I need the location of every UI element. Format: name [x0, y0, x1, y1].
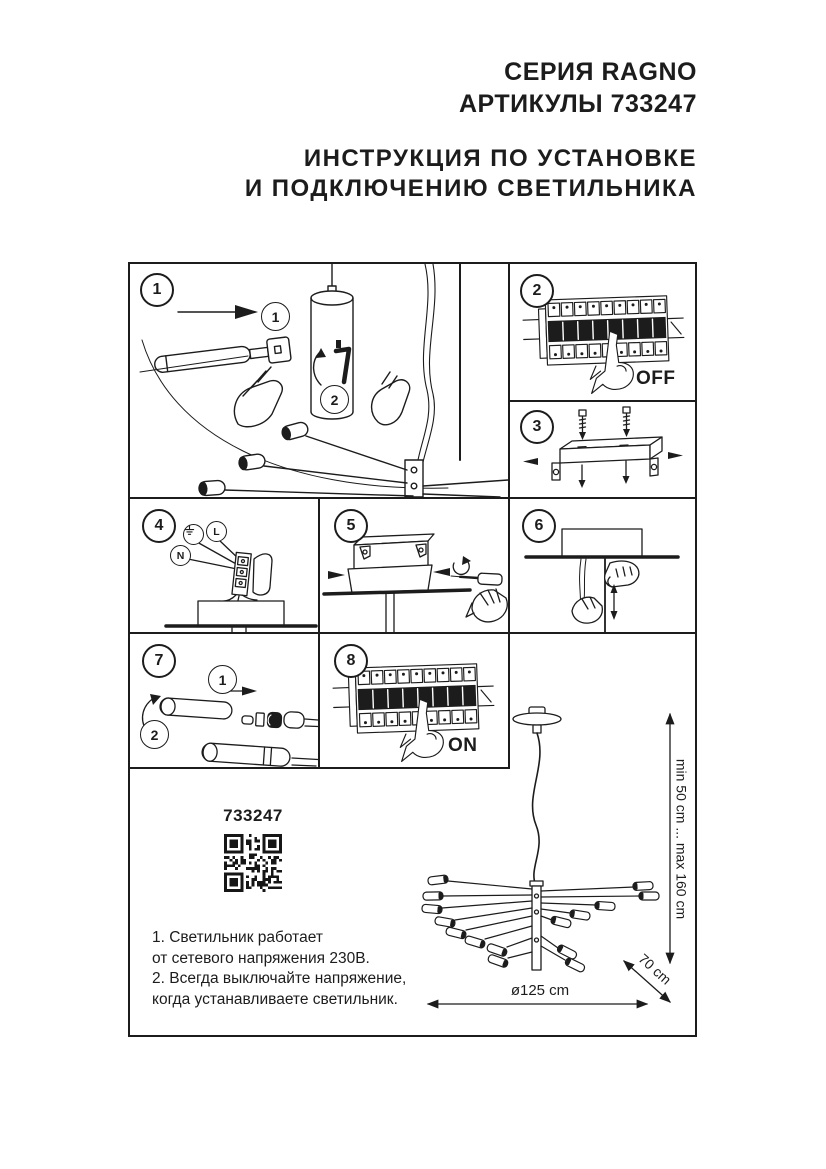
- panel-number-badge: 1: [140, 273, 174, 307]
- title-line-1: ИНСТРУКЦИЯ ПО УСТАНОВКЕ: [303, 145, 697, 172]
- panel-step-5: [320, 499, 508, 632]
- series-name: СЕРИЯ RAGNO: [504, 58, 697, 86]
- warnings-block: [152, 928, 406, 1010]
- breaker-on-label: ON: [448, 735, 478, 756]
- earth-icon: [183, 524, 204, 545]
- step-circle: 2: [320, 385, 349, 414]
- warning-line: 1. Светильник работает: [152, 929, 323, 946]
- page-title: [245, 144, 697, 204]
- panel-step-7: [130, 634, 318, 767]
- warning-line: 2. Всегда выключайте напряжение,: [152, 970, 407, 988]
- step-circle: 2: [140, 720, 169, 749]
- panel-step-1: [130, 264, 508, 497]
- panel-number-badge: 7: [142, 644, 176, 678]
- panel-step-3: [510, 402, 695, 497]
- step-circle: 1: [208, 665, 237, 694]
- panel-number-badge: 8: [334, 644, 368, 678]
- panel1-drawing: [130, 264, 508, 497]
- wire-label-l: L: [206, 521, 227, 542]
- panel-number-badge: 3: [520, 410, 554, 444]
- article-line: АРТИКУЛЫ 733247: [458, 90, 697, 118]
- warning-line: когда устанавливаете светильник.: [152, 990, 398, 1008]
- panel-number-badge: 2: [520, 274, 554, 308]
- qr-code: [224, 834, 282, 892]
- panel-step-2: [510, 264, 695, 400]
- depth-label: 70 cm: [635, 950, 675, 988]
- panel-step-4: [130, 499, 318, 632]
- step-circle: 1: [261, 302, 290, 331]
- title-line-2: И ПОДКЛЮЧЕНИЮ СВЕТИЛЬНИКА: [244, 175, 697, 202]
- diameter-label: ø125 cm: [510, 982, 570, 999]
- warning-line: от сетевого напряжения 230В.: [152, 949, 370, 967]
- panel-number-badge: 5: [334, 509, 368, 543]
- article-number: 733247: [223, 806, 283, 825]
- header-series-block: [459, 56, 697, 120]
- height-range-label: min 50 cm ... max 160 cm: [673, 758, 690, 920]
- breaker-off-label: OFF: [636, 368, 676, 389]
- panel-number-badge: 6: [522, 509, 556, 543]
- panel-step-6: [510, 499, 695, 632]
- panel-number-badge: 4: [142, 509, 176, 543]
- wire-label-n: N: [170, 545, 191, 566]
